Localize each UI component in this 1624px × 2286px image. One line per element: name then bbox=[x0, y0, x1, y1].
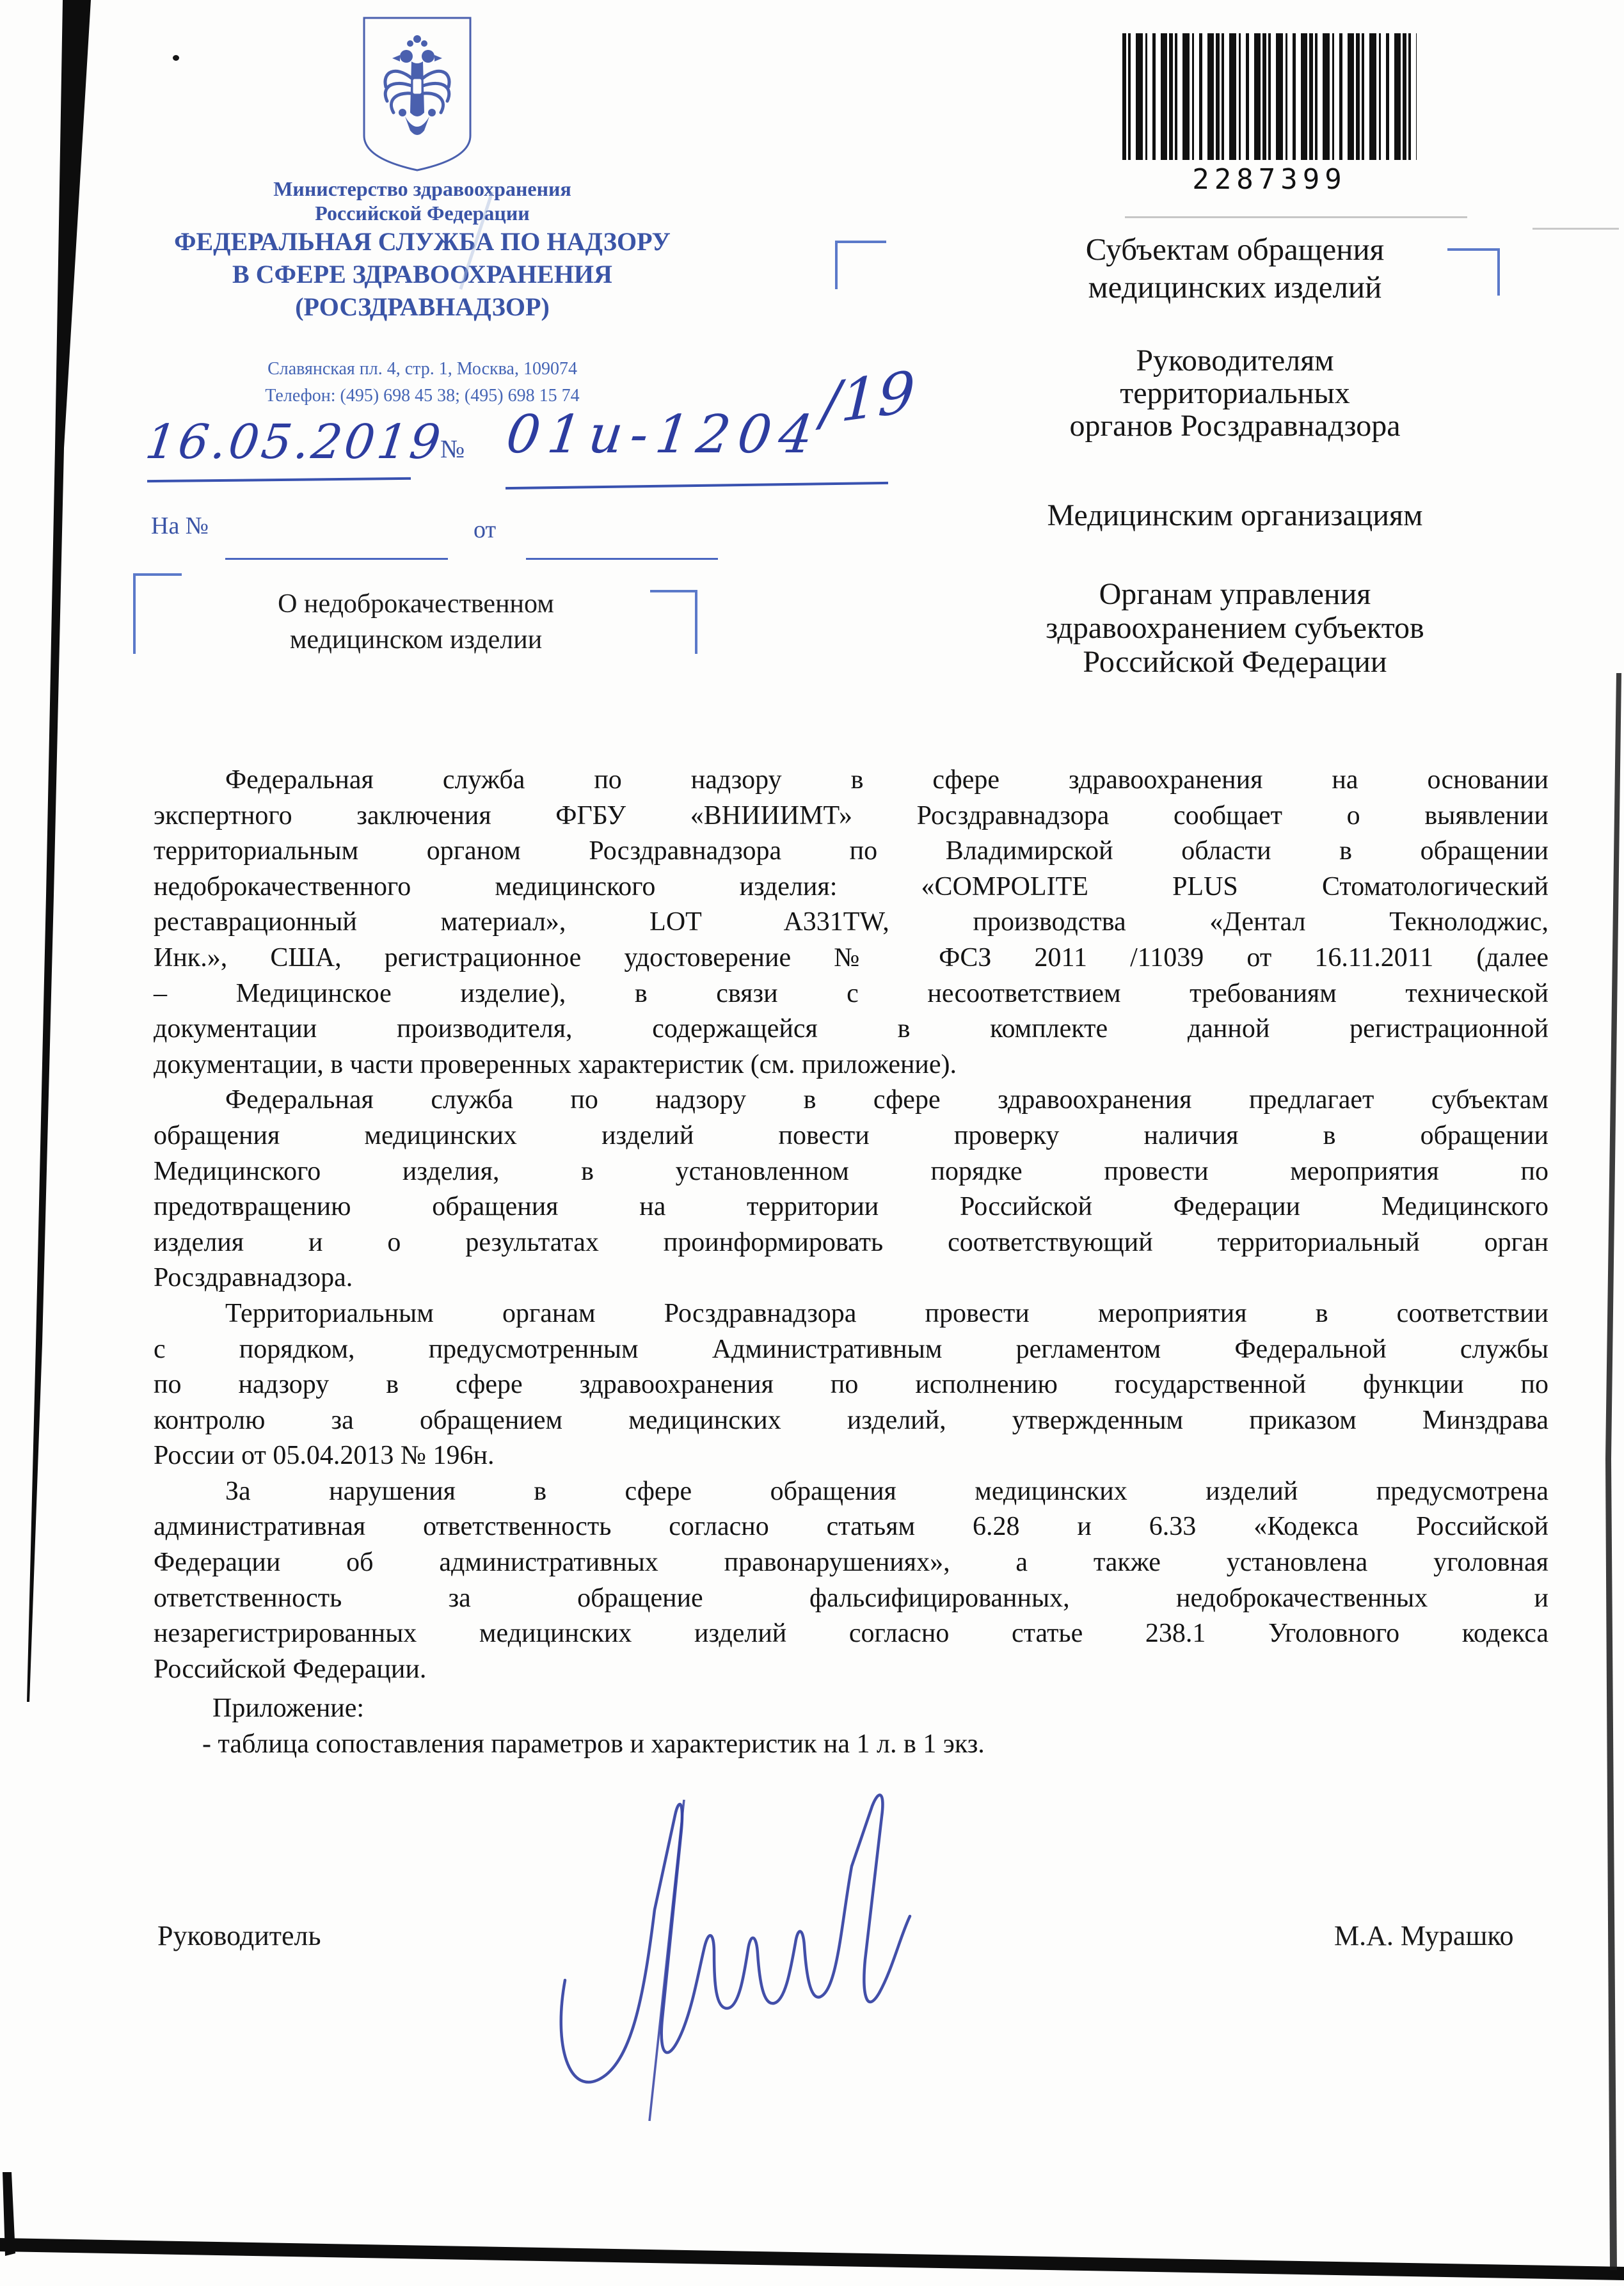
scan-smudge-line bbox=[1532, 228, 1619, 230]
reply-from-label: от bbox=[474, 516, 497, 543]
paragraph bbox=[154, 1474, 1548, 1688]
body-line: недоброкачественного медицинского изделия: «COMPOLITE PLUS Стоматологический bbox=[154, 871, 1548, 901]
date-underline bbox=[147, 477, 411, 482]
recipient-block bbox=[915, 230, 1555, 306]
recipient-line: Субъектам обращения bbox=[1085, 232, 1385, 267]
pen-squiggle-mark bbox=[64, 50, 90, 67]
body-line: экспертного заключения ФГБУ «ВНИИИМТ» Росздравнадзора сообщает о выявлении bbox=[154, 800, 1548, 830]
body-line: изделия и о результатах проинформировать соответствующий территориальный орган bbox=[154, 1227, 1548, 1257]
recipient-line: Органам управления bbox=[1099, 577, 1371, 611]
body-line: с порядком, предусмотренным Административным регламентом Федеральной службы bbox=[154, 1334, 1548, 1364]
ministry-line2: Российской Федерации bbox=[315, 202, 530, 225]
recipient-block bbox=[915, 499, 1555, 532]
subject-block bbox=[186, 586, 646, 658]
recipient-line: Медицинским организациям bbox=[1047, 498, 1423, 532]
phone-line: Телефон: (495) 698 45 38; (495) 698 15 74 bbox=[265, 386, 580, 406]
signer-name: М.А. Мурашко bbox=[1334, 1920, 1514, 1951]
recipient-left-bracket bbox=[835, 241, 886, 289]
reply-number-blank-line bbox=[225, 558, 448, 560]
barcode-number: 2287399 bbox=[1192, 163, 1347, 196]
number-sign: № bbox=[440, 434, 465, 463]
recipient-line: здравоохранением субъектов bbox=[1046, 611, 1424, 645]
body-line: административная ответственность согласно статьям 6.28 и 6.33 «Кодекса Российской bbox=[154, 1512, 1548, 1542]
handwritten-date: 16.05.2019 bbox=[142, 415, 446, 470]
handwritten-signature bbox=[547, 1788, 963, 2134]
reply-number-label: На № bbox=[151, 512, 209, 539]
agency-line3: (РОСЗДРАВНАДЗОР) bbox=[295, 292, 550, 321]
subject-right-bracket bbox=[650, 590, 697, 654]
body-line: России от 05.04.2013 № 196н. bbox=[154, 1441, 495, 1471]
body-line: предотвращению обращения на территории Российской Федерации Медицинского bbox=[154, 1192, 1548, 1222]
recipient-line: территориальных bbox=[1120, 376, 1350, 410]
agency-address bbox=[102, 356, 742, 409]
ministry-line1: Министерство здравоохранения bbox=[273, 177, 571, 200]
recipient-line: органов Росздравнадзора bbox=[1069, 409, 1401, 443]
body-line: Территориальным органам Росздравнадзора провести мероприятия в соответствии bbox=[225, 1298, 1548, 1328]
paragraph bbox=[154, 1083, 1548, 1296]
body-line: За нарушения в сфере обращения медицинских изделий предусмотрена bbox=[225, 1476, 1548, 1506]
agency-name bbox=[90, 225, 755, 323]
scan-smudge-line bbox=[1125, 216, 1467, 218]
body-line: Федеральная служба по надзору в сфере здравоохранения на основании bbox=[225, 765, 1548, 795]
recipient-line: медицинских изделий bbox=[1088, 269, 1382, 305]
barcode bbox=[1122, 33, 1417, 160]
subject-left-bracket bbox=[133, 573, 182, 654]
address-line: Славянская пл. 4, стр. 1, Москва, 109074 bbox=[267, 359, 577, 379]
subject-line2: медицинском изделии bbox=[289, 625, 543, 655]
body-line: реставрационный материал», LOT A331TW, производства «Дентал Текнолоджис, bbox=[154, 907, 1548, 937]
body-line: Федерации об административных правонарушениях», а также установлена уголовная bbox=[154, 1548, 1548, 1578]
body-line: документации производителя, содержащейся в комплекте данной регистрационной bbox=[154, 1014, 1548, 1044]
ink-dot-mark bbox=[173, 55, 179, 61]
handwritten-outgoing-number: 01и-1204 bbox=[503, 404, 824, 465]
body-line: контролю за обращением медицинских изделий, утвержденным приказом Минздрава bbox=[154, 1405, 1548, 1435]
body-line: документации, в части проверенных характеристик (см. приложение). bbox=[154, 1049, 957, 1079]
handwritten-number-suffix: /19 bbox=[820, 358, 916, 438]
body-line: Инк.», США, регистрационное удостоверение № ФСЗ 2011 /11039 от 16.11.2011 (далее bbox=[154, 942, 1548, 972]
body-line: территориальным органом Росздравнадзора по Владимирской области в обращении bbox=[154, 836, 1548, 866]
subject-line1: О недоброкачественном bbox=[278, 589, 554, 619]
number-underline bbox=[506, 482, 888, 489]
body-line: Росздравнадзора. bbox=[154, 1263, 353, 1293]
agency-line2: В СФЕРЕ ЗДРАВООХРАНЕНИЯ bbox=[232, 260, 612, 289]
attachment-item: - таблица сопоставления параметров и характеристик на 1 л. в 1 экз. bbox=[202, 1729, 985, 1759]
recipient-line: Руководителям bbox=[1136, 344, 1334, 377]
agency-line1: ФЕДЕРАЛЬНАЯ СЛУЖБА ПО НАДЗОРУ bbox=[174, 227, 671, 256]
paragraph bbox=[154, 1296, 1548, 1474]
reply-date-blank-line bbox=[526, 558, 718, 560]
body-line: по надзору в сфере здравоохранения по исполнению государственной функции по bbox=[154, 1370, 1548, 1400]
attachment-label: Приложение: bbox=[212, 1694, 365, 1723]
body-line: ответственность за обращение фальсифицированных, недоброкачественных и bbox=[154, 1583, 1548, 1613]
signer-title: Руководитель bbox=[157, 1920, 321, 1951]
letter-body bbox=[154, 763, 1548, 1687]
recipient-block bbox=[915, 344, 1555, 442]
recipient-line: Российской Федерации bbox=[1083, 645, 1387, 679]
ministry-name bbox=[115, 177, 729, 225]
russia-coat-of-arms-icon bbox=[360, 15, 474, 174]
body-line: – Медицинское изделие), в связи с несоответствием требованиям технической bbox=[154, 978, 1548, 1008]
body-line: незарегистрированных медицинских изделий согласно статье 238.1 Уголовного кодекса bbox=[154, 1619, 1548, 1649]
paragraph bbox=[154, 763, 1548, 1083]
body-line: Медицинского изделия, в установленном порядке провести мероприятия по bbox=[154, 1156, 1548, 1186]
body-line: Федеральная служба по надзору в сфере здравоохранения предлагает субъектам bbox=[225, 1085, 1548, 1115]
body-line: Российской Федерации. bbox=[154, 1654, 427, 1684]
recipient-block bbox=[915, 577, 1555, 679]
body-line: обращения медицинских изделий повести проверку наличия в обращении bbox=[154, 1120, 1548, 1150]
